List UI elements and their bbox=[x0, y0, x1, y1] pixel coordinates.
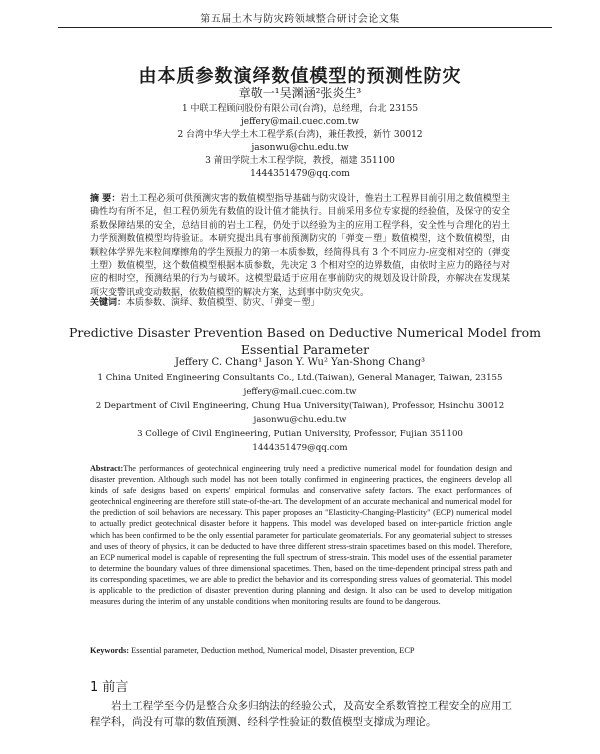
english-keywords bbox=[90, 646, 520, 655]
english-affiliation-1-email: jeffery@mail.cuec.com.tw bbox=[243, 387, 357, 397]
english-abstract-text: The performances of geotechnical engineering truly need a predictive numerical model for foundation design and disaster prevention. Although such model has not been totally confirmed in engineering practices, the engineers develop all kinds of safe designs based on experts' empirical formulas and conservative safety factors. The exact performances of geotechnical engineering are therefore still state-of-the-art. The development of an accurate mechanical and numerical model for the prediction of soil behaviors are necessary. This paper proposes an "Elasticity-Changing-Plasticity" (ECP) numerical model to actually predict geotechnical disaster before it happens. This model was developed based on inter-particle friction angle which has been confirmed to be the only essential parameter for particulate geomaterials. For any geomaterial subject to stresses and uses of theory of physics, it can be deducted to have three different stress-strain spacetimes based on this model. Therefore, an ECP numerical model is capable of representing the full spectrum of stress-strain. This model uses of the essential parameter to determine the boundary values of three dimensional spacetimes. Then, based on the time-dependent principal stress path and its corresponding spacetimes, we are able to predict the behavior and its corresponding stress values of geomaterial. This model is applicable to the prediction of disaster prevention during planning and design. It also can be used to develop mitigation measures during the interim of any unstable conditions when monitoring results are found to be dangerous. bbox=[90, 464, 512, 607]
chinese-affiliation-2-email: jasonwu@chu.edu.tw bbox=[251, 143, 349, 153]
chinese-title: 由本质参数演绎数值模型的预测性防灾 bbox=[138, 66, 462, 87]
chinese-keywords bbox=[90, 297, 510, 310]
section-heading: 1 前言 bbox=[90, 680, 129, 695]
english-keywords-text: Essential parameter, Deduction method, Numerical model, Disaster prevention, ECP bbox=[131, 646, 415, 655]
english-keywords-label: Keywords: bbox=[90, 646, 130, 655]
chinese-affiliation-3: 3 莆田学院土木工程学院，教授，福建 351100 bbox=[205, 156, 395, 166]
chinese-affiliation-1: 1 中联工程顾问股份有限公司(台湾)，总经理，台北 23155 bbox=[181, 104, 419, 114]
chinese-authors: 章敬一¹吴渊涵²张炎生³ bbox=[238, 86, 362, 100]
chinese-abstract-label: 摘 要： bbox=[90, 194, 121, 204]
chinese-keywords-label: 关键词： bbox=[90, 298, 127, 308]
section-body-text: 岩土工程学至今仍是整合众多归纳法的经验公式，及高安全系数管控工程安全的应用工程学科，尚没有可靠的数值预测、经科学性验证的数值模型支撑成为理论。 bbox=[90, 700, 512, 728]
chinese-keywords-text: 本质参数、演绎、数值模型、防灾、「弹变－塑」 bbox=[126, 298, 320, 308]
english-affiliation-2: 2 Department of Civil Engineering, Chung Hua University(Taiwan), Professor, Hsinchu 30012 bbox=[95, 401, 505, 411]
running-head: 第五届土木与防灾跨领域整合研讨会论文集 bbox=[200, 14, 400, 25]
english-title: Predictive Disaster Prevention Based on Deductive Numerical Model from Essential Parameter bbox=[69, 325, 541, 357]
chinese-abstract bbox=[90, 193, 510, 300]
english-abstract bbox=[90, 463, 512, 607]
chinese-affiliation-1-email: jeffery@mail.cuec.com.tw bbox=[241, 117, 359, 127]
english-affiliation-1: 1 China United Engineering Consultants Co., Ltd.(Taiwan), General Manager, Taiwan, 23155 bbox=[97, 373, 503, 383]
chinese-affiliation-2: 2 台湾中华大学土木工程学系(台湾)，兼任教授，新竹 30012 bbox=[177, 130, 423, 140]
english-affiliation-2-email: jasonwu@chu.edu.tw bbox=[253, 415, 347, 425]
chinese-abstract-text: 岩土工程必须可供预测灾害的数值模型指导基础与防灾设计，惟岩土工程界目前引用之数值模型主确性均有所不足，但工程仍须先有数值的设计值才能执行。目前采用多位专家提的经验值，及保守的安全系数保障结果的安全，总结目前的岩土工程，仍处于以经验为主的应用工程学科，安全性与合理化的岩土力学预测数值模型均待验证。本研究提出具有事前预测防灾的「弹变－塑」数值模型，这个数值模型，由颗粒体学界先来粒间摩擦角的学生预报力的第一本质参数，经简得具有 3 个不同应力-应变相对空的（弹变土塑）数值模型，这个数值模型根据本质参数，先决定 3 个相对空的边界数值，由依时主应力的路径与对应的相时空，预测结果的行为与破坏。这模型最适于应用在事前防灾的规划及设计阶段，亦解决在发现某项灾变警讯或变动数据，依数值模型的解决方案，达到事中防灾免灾。 bbox=[90, 194, 510, 298]
english-affiliation-3: 3 College of Civil Engineering, Putian University, Professor, Fujian 351100 bbox=[137, 429, 463, 439]
english-authors: Jeffery C. Chang¹ Jason Y. Wu² Yan-Shong Chang³ bbox=[174, 357, 426, 368]
chinese-affiliation-3-email: 1444351479@qq.com bbox=[250, 169, 350, 179]
english-affiliation-3-email: 1444351479@qq.com bbox=[252, 443, 348, 453]
english-abstract-label: Abstract: bbox=[90, 464, 124, 473]
header-rule bbox=[58, 27, 552, 28]
